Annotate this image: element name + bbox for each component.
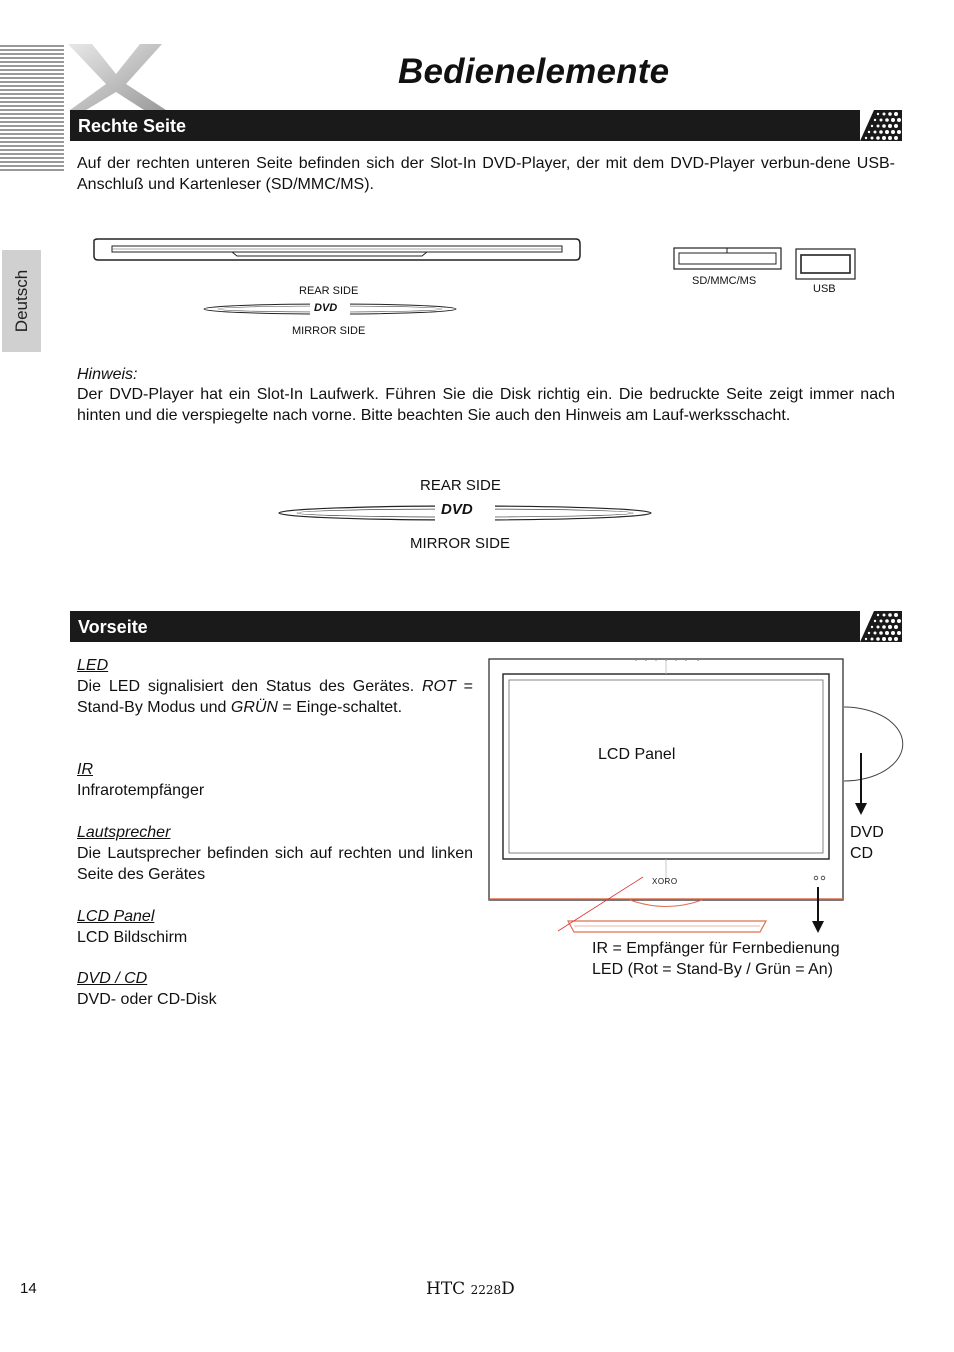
feature-title: LED	[77, 657, 109, 674]
feature-text: Infrarotempfänger	[77, 782, 205, 799]
usb-port-diagram	[795, 248, 857, 281]
feature-text: Die LED signalisiert den Status des Gerätes. ROT = Stand-By Modus und GRÜN = Einge-schaltet.	[77, 678, 473, 716]
feature-title: Lautsprecher	[77, 824, 171, 841]
fig2-mirror-side-label: MIRROR SIDE	[410, 535, 511, 552]
feature-title: LCD Panel	[77, 908, 155, 925]
decorative-side-lines	[0, 44, 64, 172]
section1-intro: Auf der rechten unteren Seite befinden sich der Slot-In DVD-Player, der mit dem DVD-Player verbun-dene USB-Anschluß und Kartenleser (SD/MMC/MS).	[77, 155, 895, 193]
tv-brand-label: XORO	[652, 877, 678, 886]
xoro-x-logo	[66, 40, 170, 112]
lcd-panel-label: LCD Panel	[598, 746, 676, 763]
page-title: Bedienelemente	[398, 52, 670, 91]
section-heading: Vorseite	[78, 617, 148, 637]
section-header-rechte-seite	[70, 110, 902, 141]
card-reader-label: SD/MMC/MS	[692, 275, 757, 287]
led-caption: LED (Rot = Stand-By / Grün = An)	[592, 961, 833, 978]
note-title: Hinweis:	[77, 366, 138, 383]
note-text: Der DVD-Player hat ein Slot-In Laufwerk. Führen Sie die Disk richtig ein. Die bedruckte Seite zeigt immer nach hinten und die verspiegelte nach vorne. Bitte beachten Sie auch den Hinweis am Lauf-werksschacht.	[77, 386, 895, 424]
feature-text: LCD Bildschirm	[77, 929, 188, 946]
language-tab	[2, 250, 41, 352]
dvd-logo-icon: DVD	[314, 302, 338, 314]
halftone-dots-icon	[860, 611, 902, 642]
fig1-mirror-side-label: MIRROR SIDE	[292, 325, 366, 337]
feature-text: DVD- oder CD-Disk	[77, 991, 217, 1008]
feature-dvd-cd	[77, 968, 473, 1010]
feature-led	[77, 655, 473, 718]
dvd-label: DVD	[850, 824, 884, 841]
fig1-rear-side-label: REAR SIDE	[299, 285, 359, 297]
fig2-rear-side-label: REAR SIDE	[420, 477, 501, 494]
dvd-logo-icon-large: DVD	[441, 501, 473, 518]
card-reader-slot-diagram	[673, 247, 783, 271]
usb-label: USB	[813, 283, 836, 295]
cd-label: CD	[850, 845, 874, 862]
section-heading: Rechte Seite	[78, 116, 187, 136]
section-header-vorseite	[70, 611, 902, 642]
feature-ir	[77, 759, 473, 801]
tv-front-diagram	[480, 655, 905, 940]
feature-text: Die Lautsprecher befinden sich auf rechten und linken Seite des Gerätes	[77, 845, 473, 883]
feature-title: IR	[77, 761, 93, 778]
footer-model: HTC 2228D	[426, 1279, 515, 1299]
ir-caption: IR = Empfänger für Fernbedienung	[592, 940, 840, 957]
slot-drive-diagram	[92, 236, 582, 264]
language-tab-label: Deutsch	[11, 269, 31, 333]
feature-title: DVD / CD	[77, 970, 148, 987]
feature-lcd-panel	[77, 906, 473, 948]
page-number: 14	[20, 1280, 37, 1297]
feature-lautsprecher	[77, 822, 473, 885]
halftone-dots-icon	[860, 110, 902, 141]
